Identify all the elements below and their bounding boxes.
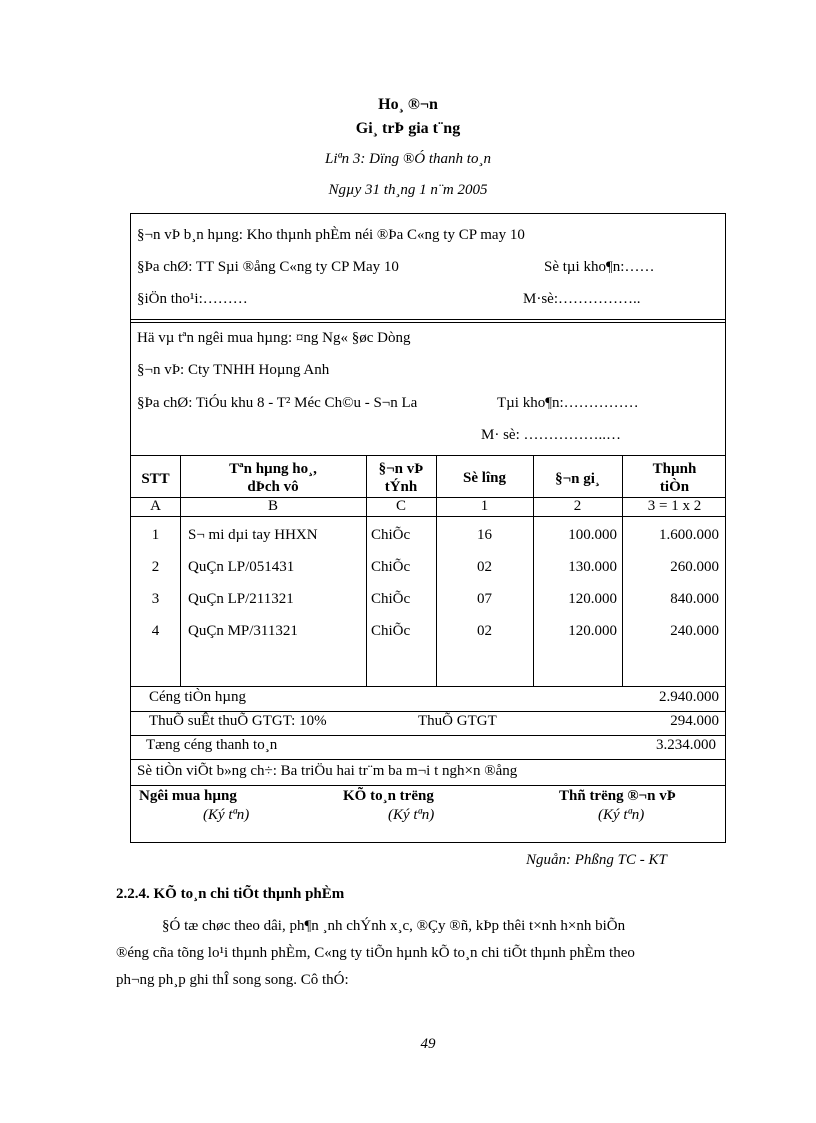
row-quantity: 02	[477, 559, 492, 575]
invoice-copy-note: Liªn 3: Dïng ®Ó thanh to¸n	[325, 151, 491, 167]
vat-label: ThuÕ GTGT	[418, 713, 497, 729]
col-code: 1	[480, 498, 489, 514]
vat-rate-label: ThuÕ suÊt thuÕ GTGT: 10%	[149, 713, 327, 729]
col-header-name: Tªn hµng ho¸, dÞch vô	[229, 461, 317, 495]
row-unit-price: 100.000	[568, 527, 617, 543]
section-heading: 2.2.4. KÕ to¸n chi tiÕt thµnh phÈm	[116, 886, 345, 902]
col-code: 2	[573, 498, 582, 514]
row-unit-price: 120.000	[568, 591, 617, 607]
row-amount: 260.000	[670, 559, 719, 575]
row-amount: 240.000	[670, 623, 719, 639]
invoice-box	[130, 213, 726, 843]
row-unit: ChiÕc	[371, 623, 411, 639]
row-stt: 1	[151, 527, 160, 543]
grand-total-label: Tæng céng thanh to¸n	[146, 737, 278, 753]
buyer-account: Tµi kho¶n:……………	[497, 395, 639, 411]
row-unit-price: 120.000	[568, 623, 617, 639]
row-stt: 4	[151, 623, 160, 639]
seller-phone: §iÖn tho¹i:………	[137, 291, 248, 307]
buyer-name: Hä vµ tªn ngêi mua hµng: ¤ng Ng« §øc Dòng	[137, 330, 411, 346]
signature-head: Thñ trëng ®¬n vÞ	[559, 788, 676, 804]
invoice-subtitle: Gi¸ trÞ gia t¨ng	[355, 120, 461, 137]
row-amount: 840.000	[670, 591, 719, 607]
row-unit: ChiÕc	[371, 591, 411, 607]
divider	[131, 322, 725, 323]
page-number: 49	[420, 1036, 436, 1052]
buyer-tax-code: M· sè: ……………..…	[481, 427, 621, 443]
invoice-date: Ngµy 31 th¸ng 1 n¨m 2005	[328, 182, 488, 198]
table-bottom-line	[131, 686, 725, 687]
col-header-qty: Sè lîng	[463, 470, 506, 486]
signature-note: (Ký tªn)	[388, 807, 435, 823]
paragraph-line: ®éng cña tõng lo¹i thµnh phÈm, C«ng ty tiÕn hµnh kÕ to¸n chi tiÕt thµnh phÈm theo	[116, 945, 635, 961]
col-header-unit: §¬n vÞ tÝnh	[378, 461, 424, 495]
table-code-line	[131, 516, 725, 517]
row-stt: 3	[151, 591, 160, 607]
vat-line	[131, 735, 725, 736]
signature-note: (Ký tªn)	[598, 807, 645, 823]
row-quantity: 07	[477, 591, 492, 607]
row-quantity: 02	[477, 623, 492, 639]
row-unit-price: 130.000	[568, 559, 617, 575]
col-code: C	[395, 498, 406, 514]
seller-unit: §¬n vÞ b¸n hµng: Kho thµnh phÈm néi ®Þa C«ng ty CP may 10	[137, 227, 525, 243]
total-line	[131, 759, 725, 760]
divider	[131, 319, 725, 320]
vat-value: 294.000	[670, 713, 719, 729]
row-amount: 1.600.000	[659, 527, 719, 543]
row-product-name: S¬ mi dµi tay HHXN	[188, 527, 318, 543]
subtotal-line	[131, 711, 725, 712]
row-stt: 2	[151, 559, 160, 575]
seller-address: §Þa chØ: TT Sµi ®ång C«ng ty CP May 10	[137, 259, 399, 275]
subtotal-value: 2.940.000	[659, 689, 719, 705]
buyer-address: §Þa chØ: TiÓu khu 8 - T² Méc Ch©u - S¬n La	[137, 395, 418, 411]
seller-account: Sè tµi kho¶n:……	[544, 259, 655, 275]
col-code: 3 = 1 x 2	[647, 498, 702, 514]
row-product-name: QuÇn LP/051431	[188, 559, 295, 575]
col-header-price: §¬n gi¸	[555, 471, 600, 487]
row-product-name: QuÇn LP/211321	[188, 591, 294, 607]
amount-in-words: Sè tiÒn viÕt b»ng ch÷: Ba triÖu hai tr¨m ba m¬i t ngh×n ®ång	[137, 763, 518, 779]
col-code: B	[267, 498, 278, 514]
grand-total-value: 3.234.000	[656, 737, 716, 753]
row-unit: ChiÕc	[371, 527, 411, 543]
signature-accountant: KÕ to¸n trëng	[343, 788, 434, 804]
signature-note: (Ký tªn)	[203, 807, 250, 823]
paragraph-line: ph¬ng ph¸p ghi thÎ song song. Cô thÓ:	[116, 972, 349, 988]
table-top-line	[131, 455, 725, 456]
col-header-amount: Thµnh tiÒn	[652, 461, 697, 495]
subtotal-label: Céng tiÒn hµng	[149, 689, 246, 705]
in-words-line	[131, 785, 725, 786]
row-product-name: QuÇn MP/311321	[188, 623, 298, 639]
signature-buyer: Ngêi mua hµng	[139, 788, 237, 804]
row-quantity: 16	[477, 527, 492, 543]
invoice-title: Ho¸ ®¬n	[378, 96, 438, 113]
buyer-unit: §¬n vÞ: Cty TNHH Hoµng Anh	[137, 362, 330, 378]
row-unit: ChiÕc	[371, 559, 411, 575]
col-code: A	[150, 498, 161, 514]
source-note: Nguån: Phßng TC - KT	[526, 852, 667, 868]
seller-tax-code: M·sè:……………..	[523, 291, 641, 307]
paragraph-line: §Ó tæ chøc theo dâi, ph¶n ¸nh chÝnh x¸c, ®Çy ®ñ, kÞp thêi t×nh h×nh biÕn	[162, 918, 626, 934]
col-header-stt: STT	[141, 471, 170, 487]
